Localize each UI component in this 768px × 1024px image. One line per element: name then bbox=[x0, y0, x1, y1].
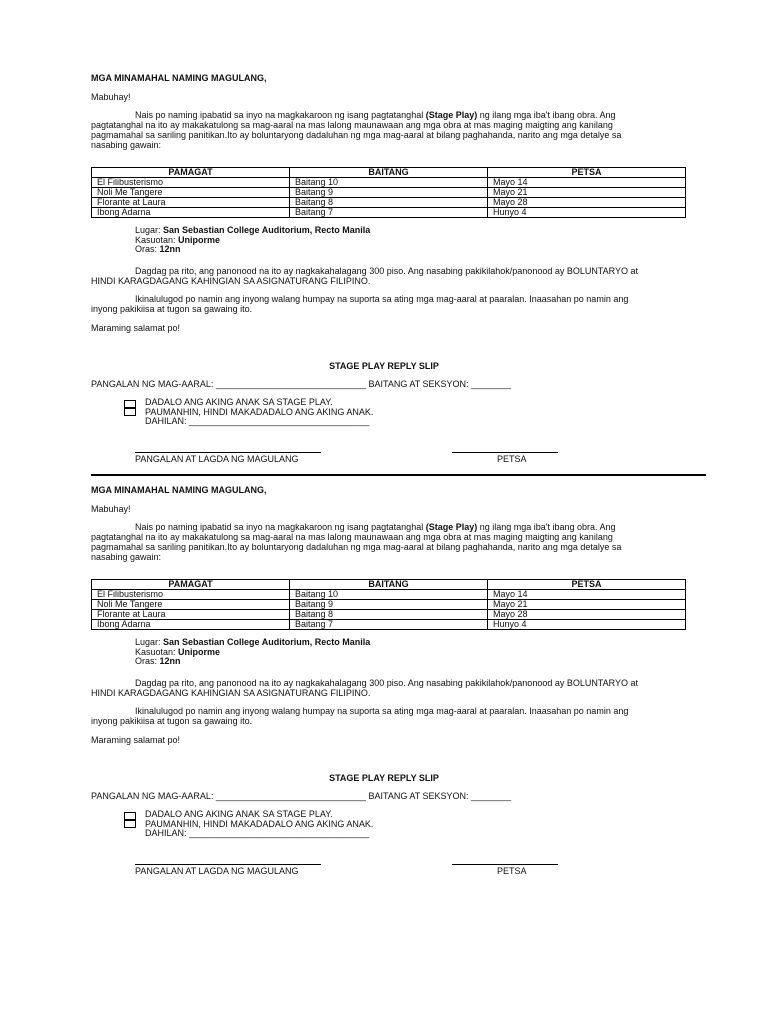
kasuotan-line: Kasuotan: Uniporme bbox=[135, 234, 221, 245]
not-attend-checkbox[interactable] bbox=[124, 820, 136, 828]
table-cell: Hunyo 4 bbox=[488, 208, 686, 218]
table-row bbox=[92, 600, 686, 610]
table-cell: Mayo 28 bbox=[488, 198, 686, 208]
option-not-attend: PAUMANHIN, HINDI MAKADADALO ANG AKING ANAK. bbox=[145, 406, 374, 417]
reason-line: DAHILAN: ____________________________________ bbox=[145, 416, 370, 426]
table-row bbox=[92, 188, 686, 198]
event-details bbox=[135, 638, 370, 667]
fee-paragraph: Dagdag pa rito, ang panonood na ito ay nagkakahalagang 300 piso. Ang nasabing pakikilahok/panonood ay BOLUNTARYO at HINDI KARAGDAGANG KAHINGIAN SA ASIGNATURANG FILIPINO. bbox=[91, 266, 639, 286]
lugar-line: Lugar: San Sebastian College Auditorium, Recto Manila bbox=[135, 637, 371, 647]
table-cell: Mayo 21 bbox=[488, 600, 686, 610]
table-row bbox=[92, 620, 686, 630]
parent-signature-line bbox=[135, 864, 321, 865]
parent-signature-label: PANGALAN AT LAGDA NG MAGULANG bbox=[135, 454, 299, 464]
table-row bbox=[92, 208, 686, 218]
schedule-table bbox=[91, 579, 686, 630]
reason-line: DAHILAN: ____________________________________ bbox=[145, 828, 370, 838]
intro-paragraph: Nais po naming ipabatid sa inyo na magkakaroon ng isang pagtatanghal (Stage Play) ng ilang mga iba't ibang obra. Ang pagtatanghal na ito ay makakatulong sa mag-aaral na mas lalong maunawaan ang mga obra at mas maging maigting ang kanilang pagmamahal sa sariling panitikan.Ito ay boluntaryong dadaluhan ng mga mag-aaral at bilang paghahanda, narito ang mga detalye sa nasabing gawain: bbox=[91, 522, 622, 562]
table-cell: Florante at Laura bbox=[92, 198, 290, 208]
oras-line: Oras: 12nn bbox=[135, 656, 181, 666]
table-header: BAITANG bbox=[290, 580, 488, 590]
table-cell: Hunyo 4 bbox=[488, 620, 686, 630]
intro-paragraph: Nais po naming ipabatid sa inyo na magkakaroon ng isang pagtatanghal (Stage Play) ng ilang mga iba't ibang obra. Ang pagtatanghal na ito ay makakatulong sa mag-aaral na mas lalong maunawaan ang mga obra at mas maging maigting ang kanilang pagmamahal sa sariling panitikan.Ito ay boluntaryong dadaluhan ng mga mag-aaral at bilang paghahanda, narito ang mga detalye sa nasabing gawain: bbox=[91, 110, 622, 150]
greeting: Mabuhay! bbox=[91, 92, 131, 102]
parent-signature-label: PANGALAN AT LAGDA NG MAGULANG bbox=[135, 866, 299, 876]
table-cell: Baitang 10 bbox=[290, 178, 488, 188]
closing: Maraming salamat po! bbox=[91, 735, 181, 745]
kasuotan-line: Kasuotan: Uniporme bbox=[135, 646, 221, 657]
option-attend: DADALO ANG AKING ANAK SA STAGE PLAY. bbox=[145, 397, 333, 407]
letter-section-1 bbox=[0, 0, 768, 464]
thanks-paragraph: Ikinalulugod po namin ang inyong walang humpay na suporta sa ating mga mag-aaral at paaralan. Inaasahan po namin ang inyong pakikiisa at tugon sa gawaing ito. bbox=[91, 706, 629, 726]
date-label: PETSA bbox=[497, 454, 527, 464]
table-header: PAMAGAT bbox=[92, 580, 290, 590]
table-header: PETSA bbox=[488, 580, 686, 590]
letter-section-2 bbox=[0, 412, 768, 876]
table-header: PETSA bbox=[488, 168, 686, 178]
reply-options bbox=[145, 810, 373, 839]
table-cell: Baitang 9 bbox=[290, 188, 488, 198]
table-cell: El Filibusterismo bbox=[92, 590, 290, 600]
thanks-paragraph: Ikinalulugod po namin ang inyong walang humpay na suporta sa ating mga mag-aaral at paaralan. Inaasahan po namin ang inyong pakikiisa at tugon sa gawaing ito. bbox=[91, 294, 629, 314]
table-cell: Noli Me Tangere bbox=[92, 600, 290, 610]
table-cell: Mayo 14 bbox=[488, 178, 686, 188]
table-header-row bbox=[92, 168, 686, 178]
table-cell: Baitang 7 bbox=[290, 620, 488, 630]
option-attend: DADALO ANG AKING ANAK SA STAGE PLAY. bbox=[145, 809, 333, 819]
table-row bbox=[92, 178, 686, 188]
table-cell: Mayo 14 bbox=[488, 590, 686, 600]
schedule-table bbox=[91, 167, 686, 218]
option-not-attend: PAUMANHIN, HINDI MAKADADALO ANG AKING ANAK. bbox=[145, 818, 374, 829]
lugar-line: Lugar: San Sebastian College Auditorium, Recto Manila bbox=[135, 225, 371, 235]
salutation: MGA MINAMAHAL NAMING MAGULANG, bbox=[91, 485, 267, 495]
table-cell: Baitang 8 bbox=[290, 610, 488, 620]
table-cell: Mayo 28 bbox=[488, 610, 686, 620]
table-header: BAITANG bbox=[290, 168, 488, 178]
attend-checkbox[interactable] bbox=[124, 812, 136, 820]
table-row bbox=[92, 610, 686, 620]
event-details bbox=[135, 226, 370, 255]
table-cell: Baitang 7 bbox=[290, 208, 488, 218]
table-row bbox=[92, 198, 686, 208]
table-row bbox=[92, 590, 686, 600]
student-info-line: PANGALAN NG MAG-AARAL: ______________________________ BAITANG AT SEKSYON: ________ bbox=[91, 379, 512, 389]
date-label: PETSA bbox=[497, 866, 527, 876]
salutation: MGA MINAMAHAL NAMING MAGULANG, bbox=[91, 73, 267, 83]
table-cell: Noli Me Tangere bbox=[92, 188, 290, 198]
oras-line: Oras: 12nn bbox=[135, 244, 181, 254]
date-line bbox=[452, 864, 558, 865]
table-cell: Baitang 8 bbox=[290, 198, 488, 208]
student-info-line: PANGALAN NG MAG-AARAL: ______________________________ BAITANG AT SEKSYON: ________ bbox=[91, 791, 512, 801]
table-cell: Florante at Laura bbox=[92, 610, 290, 620]
table-cell: Mayo 21 bbox=[488, 188, 686, 198]
attend-checkbox[interactable] bbox=[124, 400, 136, 408]
table-header-row bbox=[92, 580, 686, 590]
reply-slip-title: STAGE PLAY REPLY SLIP bbox=[329, 361, 439, 371]
closing: Maraming salamat po! bbox=[91, 323, 181, 333]
table-header: PAMAGAT bbox=[92, 168, 290, 178]
table-cell: El Filibusterismo bbox=[92, 178, 290, 188]
table-cell: Baitang 10 bbox=[290, 590, 488, 600]
reply-slip-title: STAGE PLAY REPLY SLIP bbox=[329, 773, 439, 783]
table-cell: Ibong Adarna bbox=[92, 620, 290, 630]
table-cell: Baitang 9 bbox=[290, 600, 488, 610]
fee-paragraph: Dagdag pa rito, ang panonood na ito ay nagkakahalagang 300 piso. Ang nasabing pakikilahok/panonood ay BOLUNTARYO at HINDI KARAGDAGANG KAHINGIAN SA ASIGNATURANG FILIPINO. bbox=[91, 678, 639, 698]
greeting: Mabuhay! bbox=[91, 504, 131, 514]
table-cell: Ibong Adarna bbox=[92, 208, 290, 218]
